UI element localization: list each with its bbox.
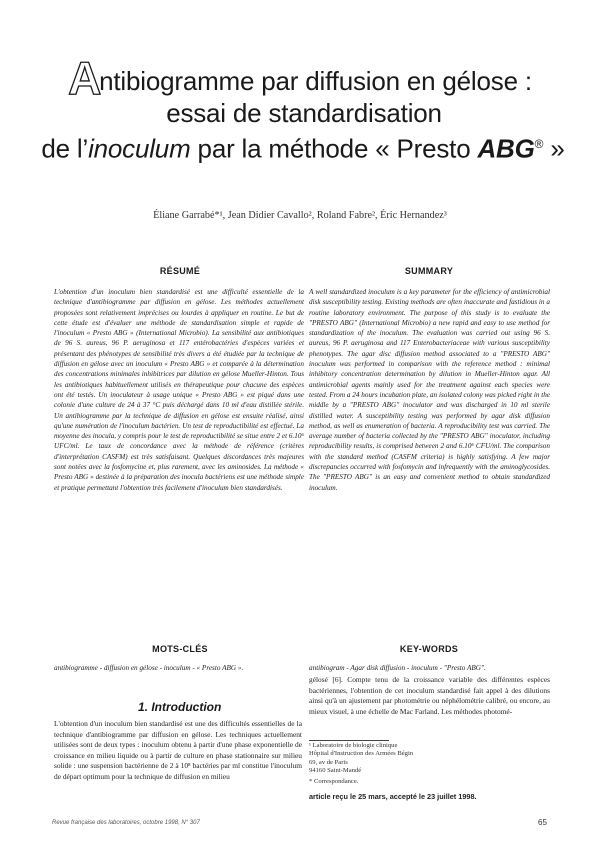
footnote-line: ¹ Laboratoire de biologie clinique	[309, 742, 398, 749]
footnote-line: Hôpital d'Instruction des Armées Bégin	[309, 750, 414, 758]
footnote-line: 69, av de Paris	[309, 758, 348, 766]
footnote-line: * Correspondance.	[309, 778, 359, 786]
title-line-3	[0, 129, 600, 165]
resume-text: L'obtention d'un inoculum bien standardisé est une difficulté essentielle de la technique d'antibiogramme par diffusion en gélose. Les méthodes actuellement proposées sont relativement imprécises ou lourdes à appliquer en routine. Le but de cette étude est d'évaluer une méthode de standardisation simple et rapide de l'inoculum « Presto ABG » (International Microbio). La sensibilité aux antibiotiques de 96 S. aureus, 96 P. aeruginosa et 117 entérobactéries d'espèces variées et présentant des phénotypes de sensibilité très divers a été étudiée par la technique de diffusion en gélose avec un inoculum « Presto ABG » et comparée à la détermination des concentrations minimales inhibitrices par dilution en gélose Mueller-Hinton. Tous les antibiotiques habituellement utilisés en thérapeutique pour chacune des espèces ont été testés. Un inoculateur à usage unique « Presto ABG » est piqué dans une colonie d'une culture de 24 à 37 °C puis déchargé dans 10 ml d'eau distillée stérile. Un antibiogramme par la technique de diffusion en gélose est ensuite réalisé, ainsi qu'une numération de l'inoculum bactérien. Un test de reproductibilité est effectué. La moyenne des inocula, y compris pour le test de reproductibilité se situe entre 2 et 6.10⁶ UFC/ml. Le taux de concordance avec la méthode de référence (critères d'interprétation CASFM) est très satisfaisant. Quelques discordances très majeures sont notées avec la fosfomycine et, plus rarement, avec les aminosides. La méthode « Presto ABG » destinée à la préparation des inocula bactériens est une méthode simple et pratique permettant l'obtention très facilement d'inoculum bien standardisés.	[54, 288, 304, 492]
title-line-3-mid: par la méthode « Presto	[190, 133, 478, 164]
title-registered-mark: ®	[534, 137, 544, 151]
motscles-text: antibiogramme - diffusion en gélose - inoculum - « Presto ABG ».	[54, 664, 244, 672]
article-title	[0, 52, 600, 165]
motscles-heading: MOTS-CLÉS	[152, 644, 208, 654]
title-line-1	[0, 52, 600, 104]
keywords-heading: KEY-WORDS	[399, 644, 459, 654]
footnote-line: 94160 Saint-Mandé	[309, 766, 362, 774]
footnote	[309, 742, 550, 786]
title-dropcap: A	[68, 52, 102, 104]
summary-heading: SUMMARY	[404, 266, 454, 276]
title-line-2: essai de standardisation	[166, 98, 442, 128]
title-line-3-pre: de l’	[41, 133, 89, 164]
resume-heading: RÉSUMÉ	[159, 266, 201, 276]
received-date: article reçu le 25 mars, accepté le 23 juillet 1998.	[309, 792, 477, 801]
footnote-rule	[309, 740, 389, 741]
introduction-text: L'obtention d'un inoculum bien standardisé est une des difficultés essentielles de la technique d'antibiogramme par diffusion en gélose. Les techniques actuellement utilisées sont de deux types : inoculum obtenu à partir d'une phase exponentielle de croissance en milieu liquide ou à partir de culture en phase stationnaire sur milieu solide : une suspension bactérienne de 2 à 10⁸ bactéries par ml constitue l'inoculum de départ optimum pour la technique de diffusion en milieu	[54, 719, 302, 781]
authors: Éliane Garrabé*¹, Jean Didier Cavallo², Roland Fabre², Éric Hernandez³	[153, 210, 447, 221]
summary-text: A well standardized inoculum is a key parameter for the efficiency of antimicrobial disk susceptibility testing. Existing methods are often inaccurate and fastidious in a routine laboratory environment. The purpose of this study is to evaluate the "PRESTO ABG" (International Microbio) a new rapid and easy to use method for standardization of the inoculum. The evaluation was carried out using 96 S. aureus, 96 P. aeruginosa and 117 Enterobacteriaceae with various susceptibility phenotypes. The agar disc diffusion method associated to a "PRESTO ABG" inoculum was performed in comparison with the reference method : minimal inhibitory concentration determination by dilution in Mueller-Hinton agar. All antimicrobial agents mainly used for the treatment against each species were tested. From a 24 hours incubation plate, an isolated colony was picked right in the middle by a "PRESTO ABG" inoculator and was discharged in 10 ml sterile distilled water. A susceptibility testing was performed by agar disk diffusion method, as well as enumeration of bacteria. A reproducibility test was carried. The average number of bacteria collected by the "PRESTO ABG" inoculator, including reproducibility results, is comprised between 2 and 6.10⁶ CFU/ml. The comparison with the standard method (CASFM criteria) is highly satisfying. A few major discrepancies occurred with fosfomycin and infrequently with the aminoglycosides. The "PRESTO ABG" is an easy and convenient method to obtain standardized inoculum.	[309, 288, 550, 492]
introduction-continuation: gélosé [6]. Compte tenu de la croissance variable des différentes espèces bactériennes, l'obtention de cet inoculum standardisé fait appel à des dilutions ainsi qu'à un ajustement par photométrie ou néphélométrie calibré, ou encore, au mieux visuel, à une échelle de Mac Farland. Les méthodes photomé-	[309, 675, 550, 716]
introduction-heading: 1. Introduction	[138, 700, 222, 714]
title-line-3-post: »	[543, 133, 565, 164]
journal-reference: Revue française des laboratoires, octobre 1998, N° 307	[52, 820, 200, 826]
title-line-1-text: ntibiogramme par diffusion en gélose :	[99, 66, 532, 96]
title-line-3-italic: inoculum	[88, 133, 191, 164]
keywords-text: antibiogram - Agar disk diffusion - inoculum - "Presto ABG".	[309, 664, 486, 672]
page-number: 65	[538, 818, 547, 827]
title-brand: ABG	[477, 133, 535, 164]
